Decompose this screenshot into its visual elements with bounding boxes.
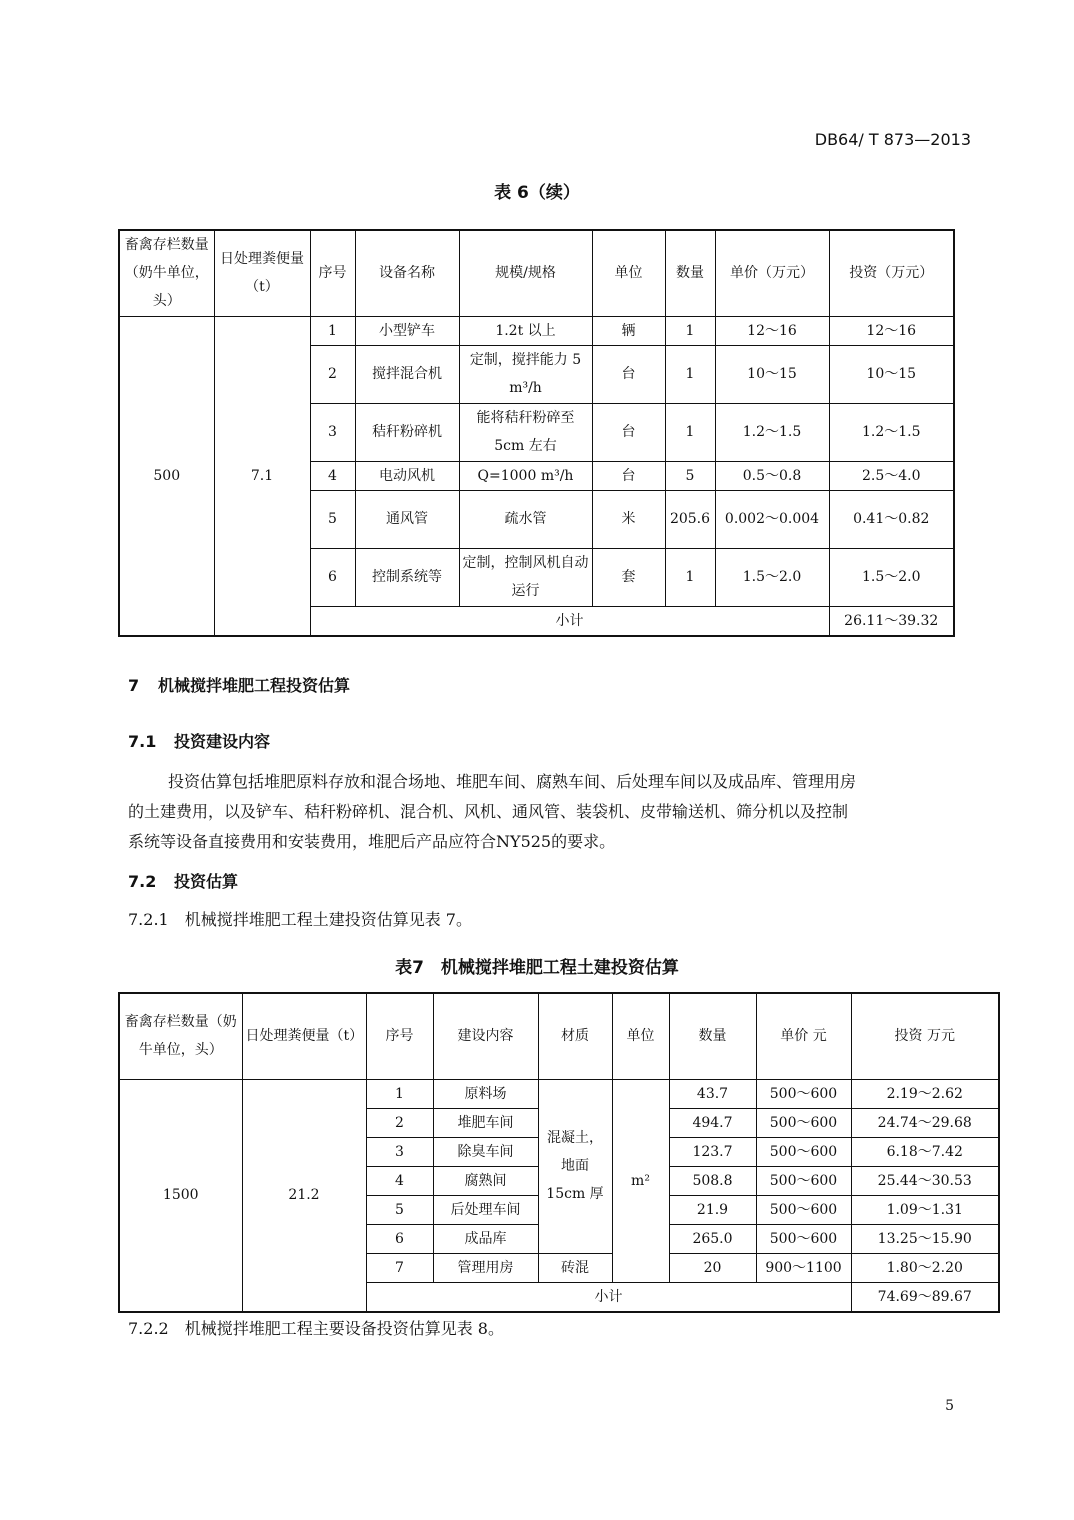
header-construction-content: 建设内容 [433, 993, 538, 1079]
cell-seq: 7 [366, 1253, 433, 1282]
page-number: 5 [945, 1398, 954, 1414]
header-seq: 序号 [366, 993, 433, 1079]
cell-price: 500～600 [756, 1166, 851, 1195]
cell-qty: 20 [669, 1253, 756, 1282]
cell-unit: 台 [592, 345, 665, 403]
cell-seq: 2 [310, 345, 355, 403]
section-7-number: 7 [128, 676, 140, 695]
cell-content: 原料场 [433, 1079, 538, 1108]
cell-seq: 5 [310, 490, 355, 548]
subtotal-value: 26.11～39.32 [829, 606, 954, 636]
cell-price: 12～16 [715, 316, 829, 345]
cell-investment: 1.5～2.0 [829, 548, 954, 606]
cell-content: 后处理车间 [433, 1195, 538, 1224]
cell-seq: 5 [366, 1195, 433, 1224]
cell-qty: 1 [665, 345, 715, 403]
cell-investment: 6.18～7.42 [851, 1137, 999, 1166]
header-equipment-name: 设备名称 [355, 230, 459, 316]
cell-spec: 1.2t 以上 [459, 316, 592, 345]
cell-unit: 米 [592, 490, 665, 548]
subtotal-label: 小计 [310, 606, 829, 636]
header-investment: 投资（万元） [829, 230, 954, 316]
cell-seq: 4 [310, 461, 355, 490]
cell-content: 腐熟间 [433, 1166, 538, 1195]
cell-investment: 1.80～2.20 [851, 1253, 999, 1282]
cell-name: 秸秆粉碎机 [355, 403, 459, 461]
cell-investment: 24.74～29.68 [851, 1108, 999, 1137]
header-unit: 单位 [612, 993, 669, 1079]
livestock-value: 1500 [119, 1079, 242, 1312]
paragraph-line-1: 投资估算包括堆肥原料存放和混合场地、堆肥车间、腐熟车间、后处理车间以及成品库、管理用房 [168, 772, 857, 791]
cell-seq: 3 [366, 1137, 433, 1166]
cell-seq: 3 [310, 403, 355, 461]
cell-spec: 疏水管 [459, 490, 592, 548]
cell-qty: 265.0 [669, 1224, 756, 1253]
cell-qty: 43.7 [669, 1079, 756, 1108]
paragraph-line-2: 的土建费用，以及铲车、秸秆粉碎机、混合机、风机、通风管、装袋机、皮带输送机、筛分机以及控制 [128, 802, 849, 821]
cell-qty: 123.7 [669, 1137, 756, 1166]
header-seq: 序号 [310, 230, 355, 316]
material-concrete: 混凝土，地面 15cm 厚 [538, 1079, 612, 1253]
cell-content: 除臭车间 [433, 1137, 538, 1166]
cell-investment: 12～16 [829, 316, 954, 345]
cell-spec: 能将秸秆粉碎至 5cm 左右 [459, 403, 592, 461]
header-qty: 数量 [669, 993, 756, 1079]
cell-investment: 2.5～4.0 [829, 461, 954, 490]
section-7-2-title: 投资估算 [174, 872, 239, 891]
header-qty: 数量 [665, 230, 715, 316]
section-7-2-heading [128, 869, 238, 892]
cell-qty: 1 [665, 403, 715, 461]
cell-content: 成品库 [433, 1224, 538, 1253]
header-unit-price: 单价 元 [756, 993, 851, 1079]
cell-qty: 1 [665, 548, 715, 606]
unit-square-meter: m² [612, 1079, 669, 1282]
cell-investment: 1.2～1.5 [829, 403, 954, 461]
table6-header-row [119, 230, 954, 316]
cell-unit: 辆 [592, 316, 665, 345]
cell-content: 堆肥车间 [433, 1108, 538, 1137]
clause-7-2-1: 7.2.1 机械搅拌堆肥工程土建投资估算见表 7。 [128, 910, 472, 929]
cell-seq: 4 [366, 1166, 433, 1195]
cell-investment: 13.25～15.90 [851, 1224, 999, 1253]
cell-material: 砖混 [538, 1253, 612, 1282]
cell-name: 通风管 [355, 490, 459, 548]
cell-price: 500～600 [756, 1137, 851, 1166]
cell-unit: 台 [592, 461, 665, 490]
cell-name: 搅拌混合机 [355, 345, 459, 403]
cell-price: 0.5～0.8 [715, 461, 829, 490]
header-spec: 规模/规格 [459, 230, 592, 316]
cell-investment: 1.09～1.31 [851, 1195, 999, 1224]
cell-qty: 21.9 [669, 1195, 756, 1224]
cell-qty: 508.8 [669, 1166, 756, 1195]
cell-price: 1.2～1.5 [715, 403, 829, 461]
cell-content: 管理用房 [433, 1253, 538, 1282]
header-livestock: 畜禽存栏数量（奶牛单位，头） [119, 230, 214, 316]
cell-price: 0.002～0.004 [715, 490, 829, 548]
section-7-heading [128, 673, 350, 696]
cell-unit: 台 [592, 403, 665, 461]
header-daily-manure: 日处理粪便量（t） [242, 993, 366, 1079]
cell-name: 电动风机 [355, 461, 459, 490]
table7 [118, 992, 1000, 1313]
header-unit: 单位 [592, 230, 665, 316]
cell-price: 900～1100 [756, 1253, 851, 1282]
cell-seq: 1 [366, 1079, 433, 1108]
header-investment: 投资 万元 [851, 993, 999, 1079]
table7-header-row [119, 993, 999, 1079]
section-7-2-number: 7.2 [128, 872, 157, 891]
cell-seq: 6 [310, 548, 355, 606]
cell-qty: 5 [665, 461, 715, 490]
cell-seq: 2 [366, 1108, 433, 1137]
cell-seq: 6 [366, 1224, 433, 1253]
table-row [119, 316, 954, 345]
table6 [118, 229, 955, 637]
cell-qty: 1 [665, 316, 715, 345]
document-code: DB64/ T 873—2013 [814, 130, 971, 149]
cell-price: 1.5～2.0 [715, 548, 829, 606]
section-7-1-title: 投资建设内容 [174, 732, 271, 751]
cell-price: 10～15 [715, 345, 829, 403]
header-livestock: 畜禽存栏数量（奶牛单位，头） [119, 993, 242, 1079]
cell-price: 500～600 [756, 1108, 851, 1137]
cell-price: 500～600 [756, 1224, 851, 1253]
cell-investment: 10～15 [829, 345, 954, 403]
cell-name: 小型铲车 [355, 316, 459, 345]
cell-name: 控制系统等 [355, 548, 459, 606]
clause-7-2-2: 7.2.2 机械搅拌堆肥工程主要设备投资估算见表 8。 [128, 1319, 504, 1338]
table-row [119, 1079, 999, 1108]
cell-spec: Q=1000 m³/h [459, 461, 592, 490]
header-unit-price: 单价（万元） [715, 230, 829, 316]
cell-spec: 定制，搅拌能力 5 m³/h [459, 345, 592, 403]
cell-price: 500～600 [756, 1079, 851, 1108]
subtotal-value: 74.69～89.67 [851, 1282, 999, 1312]
section-7-1-number: 7.1 [128, 732, 157, 751]
livestock-value: 500 [119, 316, 214, 636]
cell-investment: 2.19～2.62 [851, 1079, 999, 1108]
cell-investment: 0.41～0.82 [829, 490, 954, 548]
cell-spec: 定制，控制风机自动运行 [459, 548, 592, 606]
daily-manure-value: 7.1 [214, 316, 310, 636]
cell-unit: 套 [592, 548, 665, 606]
daily-manure-value: 21.2 [242, 1079, 366, 1312]
section-7-title: 机械搅拌堆肥工程投资估算 [158, 676, 351, 695]
cell-qty: 494.7 [669, 1108, 756, 1137]
header-daily-manure: 日处理粪便量（t） [214, 230, 310, 316]
cell-qty: 205.6 [665, 490, 715, 548]
table7-caption: 表7 机械搅拌堆肥工程土建投资估算 [395, 958, 679, 978]
cell-price: 500～600 [756, 1195, 851, 1224]
subtotal-label: 小计 [366, 1282, 851, 1312]
table6-caption: 表 6（续） [494, 183, 580, 203]
header-material: 材质 [538, 993, 612, 1079]
cell-seq: 1 [310, 316, 355, 345]
paragraph-line-3: 系统等设备直接费用和安装费用，堆肥后产品应符合NY525的要求。 [128, 832, 616, 851]
section-7-1-heading [128, 729, 270, 752]
cell-investment: 25.44～30.53 [851, 1166, 999, 1195]
